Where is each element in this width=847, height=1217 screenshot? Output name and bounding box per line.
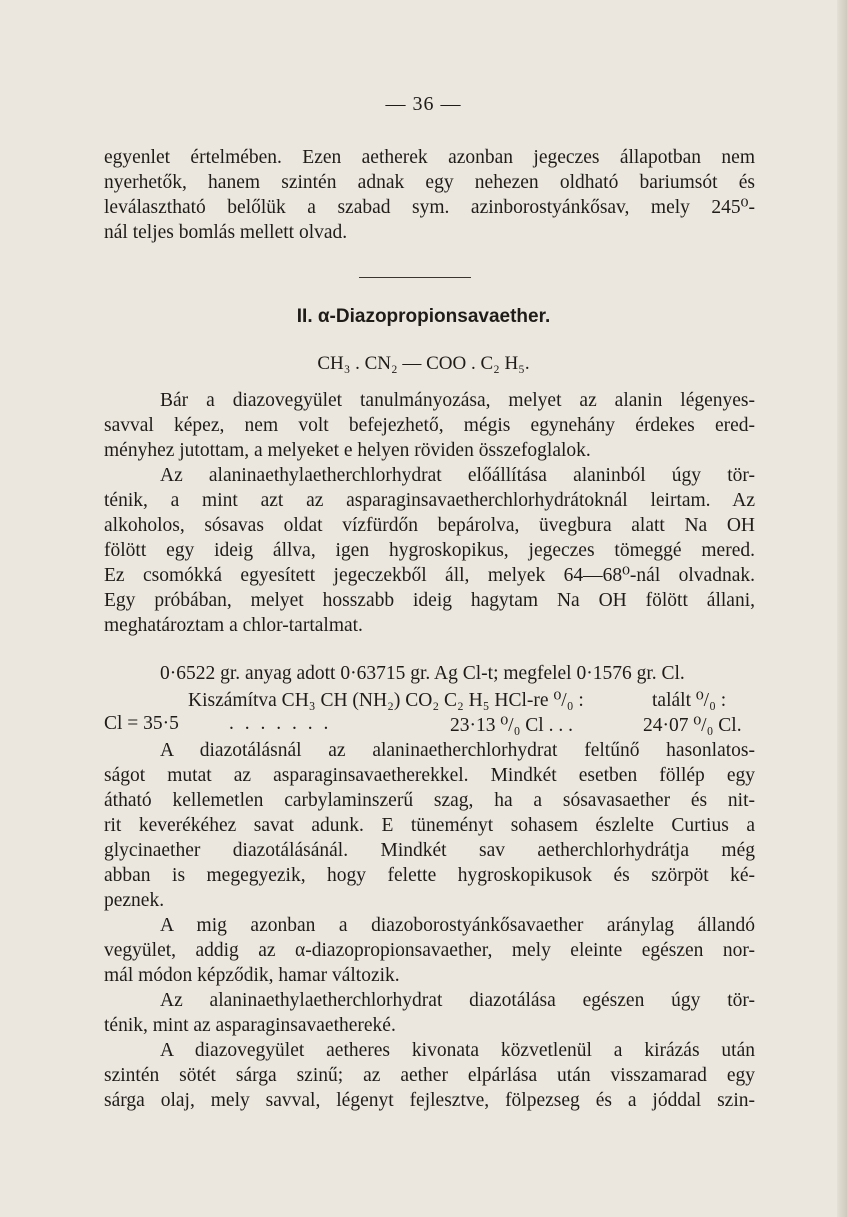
text-line: sárga olaj, mely savval, légenyt fejlesztve, fölpezseg és a jóddal szin- [104, 1090, 755, 1111]
text-line: fölött egy ideig állva, igen hygroskopikus, jegeczes tömeggé mered. [104, 540, 755, 561]
body-paragraph-a [104, 388, 755, 638]
calc-calculated-value: 23·13 ⁰/₀ Cl . . . [450, 715, 573, 736]
calc-found-value: 24·07 ⁰/₀ Cl. [643, 715, 742, 736]
text-line: savval képez, nem volt befejezhető, mégis egynehány érdekes ered- [104, 415, 755, 436]
calc-leader-dots: . . . . . . . [229, 713, 332, 734]
section-heading: II. α-Diazopropionsavaether. [296, 306, 551, 327]
text-line: Az alaninaethylaetherchlorhydrat előállítása alaninból úgy tör- [160, 465, 755, 486]
text-line: A diazovegyület aetheres kivonata közvetlenül a kirázás után [160, 1040, 755, 1061]
calc-line-3 [104, 713, 755, 738]
text-line: ményhez jutottam, a melyeket e helyen röviden összefoglalok. [104, 440, 591, 461]
text-line: Bár a diazovegyület tanulmányozása, melyet az alanin légenyes- [160, 390, 755, 411]
text-line: leválasztható belőlük a szabad sym. azinborostyánkősav, mely 245⁰- [104, 197, 755, 218]
text-line: vegyület, addig az α-diazopropionsavaether, mely eleinte egészen nor- [104, 940, 755, 961]
text-line: Az alaninaethylaetherchlorhydrat diazotálása egészen úgy tör- [160, 990, 755, 1011]
text-line: ténik, mint az asparaginsavaethereké. [104, 1015, 396, 1036]
text-line: peznek. [104, 890, 165, 911]
text-line: nyerhetők, hanem szintén adnak egy nehezen oldható bariumsót és [104, 172, 755, 193]
text-line: A mig azonban a diazoborostyánkősavaether aránylag állandó [160, 915, 755, 936]
page-edge [837, 0, 847, 1217]
calc-line-2 [104, 688, 755, 713]
intro-paragraph [104, 145, 755, 245]
text-line: ténik, a mint azt az asparaginsavaetherchlorhydrátoknál leirtam. Az [104, 490, 755, 511]
text-line: átható kellemetlen carbylaminszerű szag, ha a sósavasaether és nit- [104, 790, 755, 811]
calc-measurement: 0·6522 gr. anyag adott 0·63715 gr. Ag Cl-t; megfelel 0·1576 gr. Cl. [160, 663, 685, 684]
text-line: szintén sötét sárga szinű; az aether elpárlása után visszamarad egy [104, 1065, 755, 1086]
text-line: egyenlet értelmében. Ezen aetherek azonban jegeczes állapotban nem [104, 147, 755, 168]
calc-calculated-label: Kiszámítva CH₃ CH (NH₂) CO₂ C₂ H₅ HCl-re ⁰/₀ : [188, 690, 584, 711]
text-line: alkoholos, sósavas oldat vízfürdőn bepárolva, üvegbura alatt Na OH [104, 515, 755, 536]
section-divider [359, 277, 471, 278]
page-number: — 36 — [385, 93, 462, 115]
text-line: mál módon képződik, hamar változik. [104, 965, 400, 986]
text-line: Ez csomókká egyesített jegeczekből áll, melyek 64—68⁰-nál olvadnak. [104, 565, 755, 586]
chemical-formula: CH₃ . CN₂ — COO . C₂ H₅. [317, 353, 530, 374]
text-line: rit keverékéhez savat adunk. E tüneményt sohasem észlelte Curtius a [104, 815, 755, 836]
text-line: abban is megegyezik, hogy felette hygroskopikusok és szörpöt ké- [104, 865, 755, 886]
text-line: ságot mutat az asparaginsavaetherekkel. Mindkét esetben föllép egy [104, 765, 755, 786]
body-paragraph-b [104, 738, 755, 1113]
text-line: nál teljes bomlás mellett olvad. [104, 222, 348, 243]
text-line: glycinaether diazotálásánál. Mindkét sav aetherchlorhydrátja még [104, 840, 755, 861]
calc-found-label: talált ⁰/₀ : [652, 690, 727, 711]
text-line: Egy próbában, melyet hosszabb ideig hagytam Na OH fölött állani, [104, 590, 755, 611]
calc-chlorine-label: Cl = 35·5 [104, 713, 179, 734]
calc-line-1 [104, 663, 755, 688]
text-line: A diazotálásnál az alaninaetherchlorhydrat feltűnő hasonlatos- [160, 740, 755, 761]
text-line: meghatároztam a chlor-tartalmat. [104, 615, 363, 636]
